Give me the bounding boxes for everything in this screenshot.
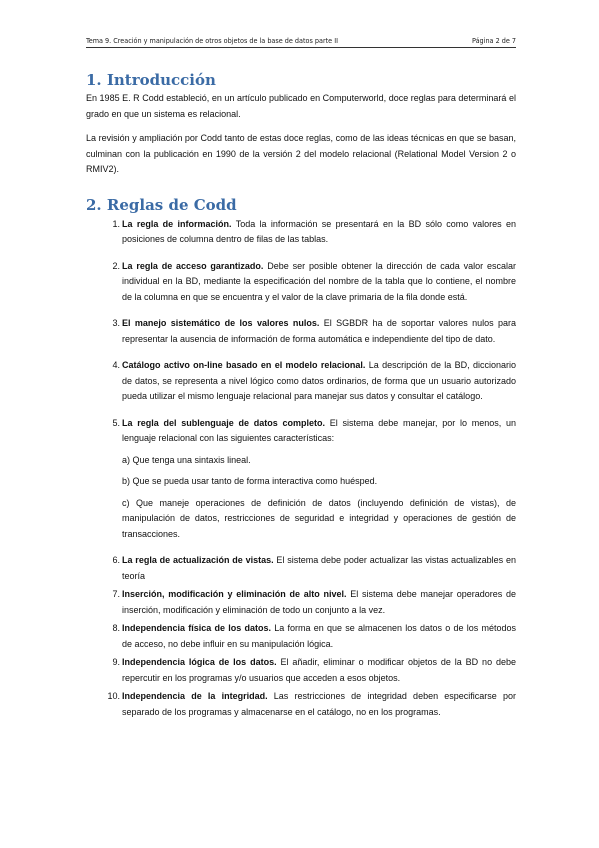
section-heading-introduccion: 1. Introducción xyxy=(86,71,216,89)
rule-text: El sistema debe manejar operadores de inserción, modificación y eliminación de todo un conjunto a la vez. xyxy=(122,589,516,615)
rule-title: Inserción, modificación y eliminación de alto nivel. xyxy=(122,589,347,599)
header-page-number: Página 2 de 7 xyxy=(472,36,516,45)
rule-title: La regla del sublenguaje de datos completo. xyxy=(122,417,325,428)
rule-number: 4. xyxy=(112,360,120,370)
rule-number: 7. xyxy=(112,589,120,599)
rule-number: 6. xyxy=(112,555,120,565)
rule-title: Independencia de la integridad. xyxy=(122,691,268,701)
rule-number: 10. xyxy=(107,691,120,701)
rule-subitem: c) Que maneje operaciones de definición de datos (incluyendo definición de vistas), de manipulación de datos, restricciones de seguridad e integridad y operaciones de gestión de transacciones. xyxy=(122,497,516,539)
rule-item xyxy=(86,217,516,248)
rule-title: Independencia física de los datos. xyxy=(122,623,271,633)
rule-subitem: b) Que se pueda usar tanto de forma interactiva como huésped. xyxy=(122,476,378,486)
rules-list xyxy=(86,217,516,721)
rule-title: La regla de actualización de vistas. xyxy=(122,555,274,565)
rule-item xyxy=(86,416,516,543)
rule-item xyxy=(86,689,516,720)
rule-text: La forma en que se almacenen los datos o de los métodos de acceso, no debe influir en su manipulación lógica. xyxy=(122,623,516,649)
rule-title: La regla de información. xyxy=(122,218,232,229)
rule-item xyxy=(86,358,516,405)
rule-title: El manejo sistemático de los valores nulos. xyxy=(122,318,320,328)
rule-subitem: a) Que tenga una sintaxis lineal. xyxy=(122,454,251,465)
rule-text: El sistema debe manejar, por lo menos, un lenguaje relacional con las siguientes características: xyxy=(122,417,516,443)
rule-title: Independencia lógica de los datos. xyxy=(122,657,277,667)
page-content xyxy=(86,68,516,720)
rule-text: La descripción de la BD, diccionario de datos, se representa a nivel lógico como datos ordinarios, de forma que un usuario autorizado pueda utilizar el mismo lenguaje relacional para manejar sus datos y consultar el catálogo. xyxy=(122,360,516,401)
rule-item xyxy=(86,621,516,652)
header-rule xyxy=(86,47,516,48)
rule-item xyxy=(86,655,516,686)
rule-number: 2. xyxy=(112,260,120,271)
rule-text: El sistema debe poder actualizar las vistas actualizables en teoría xyxy=(122,555,517,581)
rule-text: El SGBDR ha de soportar valores nulos para representar la ausencia de información de forma automática e independiente del tipo de dato. xyxy=(122,318,516,344)
section-heading-reglas: 2. Reglas de Codd xyxy=(86,195,237,214)
rule-number: 5. xyxy=(112,417,120,428)
rule-item xyxy=(86,553,516,584)
rule-title: Catálogo activo on-line basado en el modelo relacional. xyxy=(122,360,366,370)
rule-item xyxy=(86,259,516,306)
rule-number: 8. xyxy=(112,623,120,633)
rule-item xyxy=(86,587,516,618)
rule-title: La regla de acceso garantizado. xyxy=(122,260,264,271)
rule-number: 3. xyxy=(112,318,120,328)
rule-text: Toda la información se presentará en la BD sólo como valores en posiciones de columna dentro de filas de las tablas. xyxy=(122,218,516,244)
rule-item xyxy=(86,316,516,347)
rule-text: Las restricciones de integridad deben especificarse por separado de los programas y almacenarse en el catálogo, no en los programas. xyxy=(122,691,516,717)
rule-text: El añadir, eliminar o modificar objetos de la BD no debe repercutir en los programas y/o usuarios que acceden a esos objetos. xyxy=(122,657,516,683)
rule-number: 1. xyxy=(112,218,120,229)
intro-paragraph-1: En 1985 E. R Codd estableció, en un artículo publicado en Computerworld, doce reglas para determinará el grado en que un sistema es relacional. xyxy=(86,93,516,119)
rule-number: 9. xyxy=(112,657,120,667)
intro-paragraph-2: La revisión y ampliación por Codd tanto de estas doce reglas, como de las ideas técnicas en que se basan, culminan con la publicación en 1990 de la versión 2 del modelo relacional (Relational Model Version 2 o RMIV2). xyxy=(86,133,516,174)
header-title: Tema 9. Creación y manipulación de otros objetos de la base de datos parte II xyxy=(86,36,339,45)
rule-text: Debe ser posible obtener la dirección de cada valor escalar individual en la BD, mediante la especificación del nombre de la tabla que lo contiene, el nombre de la columna en que se encuentra y el valor de la clave primaria de la fila donde está. xyxy=(122,260,516,302)
